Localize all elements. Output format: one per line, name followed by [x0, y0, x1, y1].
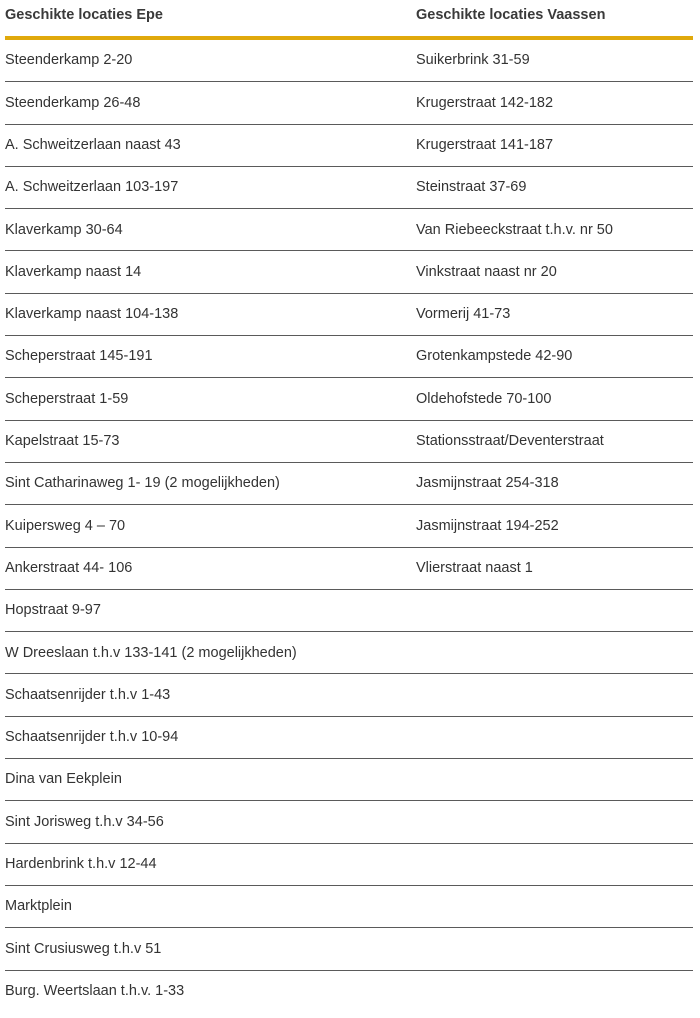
cell-epe: Kuipersweg 4 – 70	[5, 517, 126, 534]
table-row	[5, 632, 693, 674]
cell-epe: Ankerstraat 44- 106	[5, 559, 133, 576]
cell-vaassen: Vormerij 41-73	[416, 306, 511, 323]
cell-epe: Marktplein	[5, 898, 72, 915]
table-row	[5, 125, 693, 167]
cell-vaassen: Suikerbrink 31-59	[416, 52, 530, 69]
cell-epe: Sint Jorisweg t.h.v 34-56	[5, 813, 164, 830]
cell-vaassen: Jasmijnstraat 194-252	[416, 517, 559, 534]
cell-vaassen: Krugerstraat 142-182	[416, 94, 554, 111]
cell-epe: Klaverkamp naast 14	[5, 263, 142, 280]
cell-vaassen: Grotenkampstede 42-90	[416, 348, 573, 365]
cell-epe: A. Schweitzerlaan 103-197	[5, 179, 179, 196]
cell-epe: Steenderkamp 2-20	[5, 52, 133, 69]
cell-vaassen: Steinstraat 37-69	[416, 179, 527, 196]
cell-vaassen: Jasmijnstraat 254-318	[416, 475, 559, 492]
header-vaassen: Geschikte locaties Vaassen	[416, 6, 606, 23]
cell-epe: Kapelstraat 15-73	[5, 433, 120, 450]
table-row	[5, 378, 693, 420]
table-row	[5, 251, 693, 293]
header-epe: Geschikte locaties Epe	[5, 6, 163, 23]
cell-epe: W Dreeslaan t.h.v 133-141 (2 mogelijkheden)	[5, 644, 297, 661]
cell-epe: Sint Catharinaweg 1- 19 (2 mogelijkheden)	[5, 475, 280, 492]
cell-epe: Hopstraat 9-97	[5, 602, 101, 619]
cell-epe: Sint Crusiusweg t.h.v 51	[5, 940, 162, 957]
cell-epe: A. Schweitzerlaan naast 43	[5, 136, 181, 153]
cell-epe: Hardenbrink t.h.v 12-44	[5, 856, 157, 873]
table-row	[5, 674, 693, 716]
table-row	[5, 759, 693, 801]
table-header	[5, 0, 693, 40]
cell-vaassen: Van Riebeeckstraat t.h.v. nr 50	[416, 221, 613, 238]
cell-epe: Schaatsenrijder t.h.v 10-94	[5, 729, 179, 746]
table-row	[5, 463, 693, 505]
cell-vaassen: Vinkstraat naast nr 20	[416, 263, 557, 280]
cell-epe: Klaverkamp 30-64	[5, 221, 123, 238]
cell-vaassen: Vlierstraat naast 1	[416, 559, 533, 576]
cell-epe: Klaverkamp naast 104-138	[5, 306, 179, 323]
cell-epe: Burg. Weertslaan t.h.v. 1-33	[5, 983, 185, 1000]
table-row	[5, 209, 693, 251]
table-row	[5, 928, 693, 970]
table-row	[5, 421, 693, 463]
cell-epe: Scheperstraat 145-191	[5, 348, 153, 365]
table-row	[5, 548, 693, 590]
table-row	[5, 801, 693, 843]
locations-table	[5, 0, 693, 1013]
table-body	[5, 40, 693, 1013]
cell-epe: Steenderkamp 26-48	[5, 94, 141, 111]
table-row	[5, 294, 693, 336]
cell-epe: Dina van Eekplein	[5, 771, 122, 788]
cell-vaassen: Oldehofstede 70-100	[416, 390, 552, 407]
table-row	[5, 336, 693, 378]
table-row	[5, 886, 693, 928]
cell-epe: Schaatsenrijder t.h.v 1-43	[5, 686, 171, 703]
table-row	[5, 82, 693, 124]
table-row	[5, 167, 693, 209]
table-row	[5, 590, 693, 632]
cell-vaassen: Stationsstraat/Deventerstraat	[416, 433, 604, 450]
cell-vaassen: Krugerstraat 141-187	[416, 136, 554, 153]
table-row	[5, 717, 693, 759]
table-row	[5, 971, 693, 1013]
cell-epe: Scheperstraat 1-59	[5, 390, 129, 407]
table-row	[5, 505, 693, 547]
table-row	[5, 844, 693, 886]
table-row	[5, 40, 693, 82]
